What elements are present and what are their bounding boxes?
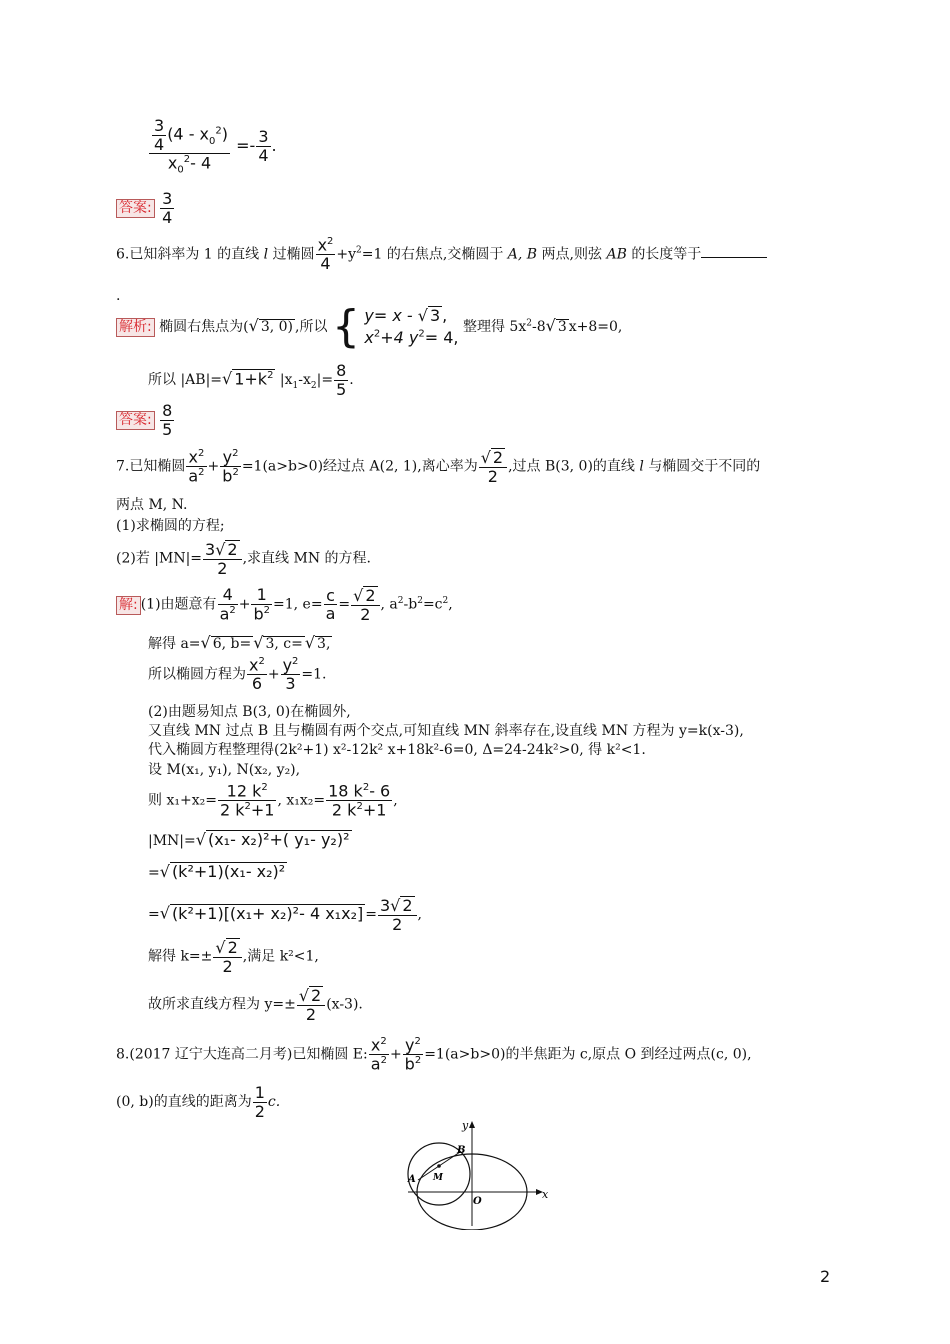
q7-sol-line5: 又直线 MN 过点 B 且与椭圆有两个交点,可知直线 MN 斜率存在,设直线 MN 方程为 y=k(x-3),	[148, 723, 744, 739]
answer-blank[interactable]	[701, 245, 767, 258]
answer-num: 3	[162, 189, 173, 208]
ellipse-figure	[400, 1118, 560, 1230]
sys-eq1-end: ,	[442, 306, 448, 326]
q6-line2-c: -x	[298, 372, 311, 389]
q6-line2-den: 5	[336, 379, 347, 399]
q6-text-e: 两点,则弦	[541, 246, 607, 263]
q7-s12-b: ,满足 k²<1,	[242, 948, 319, 965]
q6-answer-den: 5	[162, 419, 173, 439]
q7-s10-root: (k²+1)(x₁- x₂)²	[171, 862, 286, 881]
sys-eq2: x	[364, 328, 374, 347]
q6-ell-den: 4	[320, 253, 331, 273]
label-m: M	[433, 1173, 443, 1183]
frac-num-tail: (4 - x	[167, 124, 210, 144]
q7-s10-a: =	[148, 865, 160, 881]
q7-s2-c: 3,	[317, 636, 331, 652]
q8-stem-line2	[116, 1084, 280, 1120]
answer-den: 4	[162, 207, 173, 227]
q6-line2-end: .	[349, 372, 354, 389]
page-number: 2	[820, 1267, 831, 1286]
q6-solution-line1: 解析: 椭圆右焦点为(√ 3, 0) ,所以 { y= x - √ 3 , $x^2+4$ $y^2= 4$, 整理得 $5x^2-8√$ 3 x+8=0,	[116, 305, 622, 349]
q7-s2-b: 3, c=	[265, 636, 303, 652]
q6-stem: 6.已知斜率为 1 的直线 l 过椭圆 $\frac{x^2}{4}$ $+y^2=1$ 的右焦点,交椭圆于 A, B 两点,则弦 AB 的长度等于	[116, 236, 767, 273]
q7-part1: (1)求椭圆的方程;	[116, 518, 225, 534]
equation-system: y= x - √ 3 , $x^2+4$ $y^2= 4$,	[364, 306, 459, 347]
label-o: O	[473, 1196, 482, 1207]
top-answer	[116, 190, 175, 226]
q7-sol-line12: 解得 k=± $\frac{√ 2}{2}$ ,满足 k²<1,	[148, 938, 319, 976]
q7-s11-root: (k²+1)[(x₁+ x₂)²- 4 x₁x₂]	[171, 903, 364, 923]
q7-s1-c: , a	[380, 596, 398, 613]
sys-eq1-root: 3	[429, 306, 441, 326]
label-x: x	[542, 1188, 549, 1201]
q7-s8-d2: 2 k	[331, 800, 357, 820]
q8-line2-a: (0, b)的直线的距离为	[116, 1094, 252, 1111]
q7-s1-a: (1)由题意有	[140, 596, 217, 613]
q6-line2-d: |=	[316, 372, 334, 389]
q7-text-d: 与椭圆交于不同的	[648, 458, 761, 475]
q7-s11-b: =	[365, 906, 377, 923]
q8-line2-b: c.	[267, 1094, 281, 1111]
q7-s1-d: -b	[403, 596, 418, 613]
q7-s1-f: ,	[448, 596, 453, 613]
frac-den: x	[167, 153, 178, 173]
q7-sol-line2: 解得 a=√ 6, b= √ 3, c= √ 3,	[148, 633, 331, 652]
frac-den-tail: - 4	[190, 153, 212, 173]
q6-text-f: 的长度等于	[631, 246, 702, 263]
q7-text-a: 已知椭圆	[129, 458, 186, 475]
q6-answer-num: 8	[162, 401, 173, 420]
end-period: .	[271, 135, 277, 155]
frac-num-den: 4	[154, 134, 165, 154]
q7-text-c: ,过点 B(3, 0)的直线	[508, 458, 640, 475]
q7-part2-a: (2)若 |MN|=	[116, 550, 203, 567]
q7-s8-b: , x₁x₂=	[277, 792, 326, 809]
q8-line2-num: 1	[254, 1083, 265, 1102]
q8-number: 8.	[116, 1046, 130, 1063]
q7-s3-b: =1.	[301, 666, 327, 683]
equals-sign: =	[236, 135, 250, 155]
q7-sol-line1: 解: (1)由题意有 $\frac{4}{a^2}$ + $\frac{1}{b^2}$ =1, e= $\frac{c}{a}$ = $\frac{√ 2}{2}$ , $a^2-b^2=c^2$,	[116, 586, 453, 623]
q7-s8-a: 则 x₁+x₂=	[148, 792, 217, 809]
q7-s13-a: 故所求直线方程为 y=±	[148, 996, 296, 1013]
q6-sol-b: 3, 0)	[260, 319, 294, 335]
q7-s2-a: 6, b=	[212, 636, 252, 652]
q7-sol-line6: 代入椭圆方程整理得(2k²+1) x²-12k² x+18k²-6=0, Δ=24-24k²>0, 得 k²<1.	[148, 742, 646, 758]
q7-s3-a: 所以椭圆方程为	[148, 666, 246, 683]
q6-line2-root: 1+k	[234, 369, 268, 389]
q6-text-a: 已知斜率为 1 的直线	[129, 246, 264, 263]
q6-text-c: +y	[336, 246, 357, 263]
q6-sol-a: 椭圆右焦点为(	[159, 319, 249, 335]
q7-stem-line2: 两点 M, N.	[116, 497, 188, 513]
q6-line2-b: |x	[279, 372, 293, 389]
solution-label: 解析:	[116, 318, 155, 337]
q6-dot: .	[116, 288, 121, 304]
q7-s13-b: (x-3).	[326, 996, 363, 1013]
q8-stem: 8.(2017 辽宁大连高二月考)已知椭圆 E: $\frac{x^2}{a^2}$ + $\frac{y^2}{b^2}$ =1(a>b>0)的半焦距为 c,原点 O 到经过两点(c, 0),	[116, 1035, 752, 1074]
label-y: y	[462, 1119, 469, 1132]
answer-label: 答案:	[116, 411, 155, 430]
q6-ell-num: x	[317, 235, 328, 255]
sys-eq2-b: +4 y	[380, 328, 419, 347]
y-axis-arrow	[469, 1121, 475, 1128]
q7-s11-a: =	[148, 906, 160, 923]
q7-s8-d1: 2 k	[219, 800, 245, 820]
q7-sol-line8: 则 x₁+x₂= $\frac{12 k^2}{2 k^2+1}$ , x₁x₂= $\frac{18 k^2- 6}{2 k^2+1}$ ,	[148, 781, 398, 820]
q8-text-a: (2017 辽宁大连高二月考)已知椭圆 E:	[129, 1046, 368, 1063]
q8-line2-den: 2	[254, 1101, 265, 1121]
q7-s8-c: ,	[393, 792, 398, 809]
point-m	[437, 1164, 441, 1168]
q7-sol-line7: 设 M(x₁, y₁), N(x₂, y₂),	[148, 762, 301, 778]
q6-sol-g: x+8=0,	[568, 319, 623, 335]
q7-sol-line9: |MN|=√ (x₁- x₂)²+( y₁- y₂)²	[148, 830, 350, 849]
q7-s1-e: =c	[422, 596, 443, 613]
q7-s8-n2b: - 6	[369, 781, 391, 801]
solution-label: 解:	[116, 596, 141, 615]
sys-eq2-c: = 4,	[424, 328, 459, 347]
q6-line2-a: 所以 |AB|=	[148, 372, 223, 389]
q7-s9-a: |MN|=	[148, 833, 196, 849]
result-num: 3	[258, 127, 269, 147]
q7-sol-line4: (2)由题易知点 B(3, 0)在椭圆外,	[148, 704, 351, 720]
q7-part2-b: ,求直线 MN 的方程.	[242, 550, 371, 567]
q6-sol-c: ,所以	[295, 319, 328, 335]
q7-s8-n1: 12 k	[226, 781, 262, 801]
q7-text-b: =1(a>b>0)经过点 A(2, 1),离心率为	[241, 458, 478, 475]
q6-sol-d: 整理得 5x	[462, 319, 527, 335]
q7-s2: 解得 a=	[148, 636, 201, 652]
q7-s9-root: (x₁- x₂)²+( y₁- y₂)²	[207, 830, 350, 849]
answer-label: 答案:	[116, 199, 155, 218]
system-brace: {	[331, 301, 360, 352]
sys-eq1: y= x -	[364, 306, 418, 326]
top-equation: $\frac{3}{4}$ $(4 - x_0^2)$ $x_0^2-$ 4 =- $\frac{3}{4}$ .	[148, 117, 277, 176]
label-b: B	[457, 1145, 466, 1156]
q7-sol-line11: =√ (k²+1)[(x₁+ x₂)²- 4 x₁x₂] = $\frac{3√ 2}{2}$ ,	[148, 896, 422, 934]
frac-num-end: )	[221, 124, 229, 144]
q6-text-b: 过椭圆	[272, 246, 315, 263]
q7-number: 7.	[116, 458, 130, 475]
q7-sol-line10: =√ (k²+1)(x₁- x₂)²	[148, 862, 286, 881]
q7-stem: 7.已知椭圆 $\frac{x^2}{a^2}$ + $\frac{y^2}{b^2}$ =1(a>b>0)经过点 A(2, 1),离心率为 $\frac{√ 2}{2}$ ,过点 B(3, 0)的直线 l 与椭圆交于不同的	[116, 447, 761, 486]
label-a: A	[408, 1174, 416, 1185]
top-fraction: $\frac{3}{4}$ $(4 - x_0^2)$ $x_0^2-$ 4	[149, 117, 230, 176]
q6-line2-num: 8	[336, 361, 347, 380]
q6-answer	[116, 402, 175, 438]
q6-text-d: =1 的右焦点,交椭圆于	[361, 246, 508, 263]
frac-num-lead: 3	[154, 116, 165, 135]
q7-s1-b: =1, e=	[273, 596, 323, 613]
q7-s8-n2: 18 k	[328, 781, 363, 801]
q8-text-b: =1(a>b>0)的半焦距为 c,原点 O 到经过两点(c, 0),	[424, 1046, 752, 1063]
q7-s11-end: ,	[417, 906, 422, 923]
result-den: 4	[258, 145, 269, 165]
q7-sol-line13: 故所求直线方程为 y=± $\frac{√ 2}{2}$ (x-3).	[148, 986, 363, 1024]
q7-s12-a: 解得 k=±	[148, 948, 213, 965]
q6-sol-e: -8	[531, 319, 546, 335]
q7-part2: (2)若 |MN|= $\frac{3√ 2}{2}$ ,求直线 MN 的方程.	[116, 540, 371, 578]
q7-sol-line3: 所以椭圆方程为 $\frac{x^2}{6}$ + $\frac{y^2}{3}$ =1.	[148, 655, 327, 693]
q6-number: 6.	[116, 246, 130, 263]
q6-sol-f: 3	[557, 319, 567, 335]
q6-solution-line2: 所以 |AB|=√ $1+k^2$ $|x_1-x_2|=$ $\frac{8}{5}$ .	[148, 361, 354, 399]
